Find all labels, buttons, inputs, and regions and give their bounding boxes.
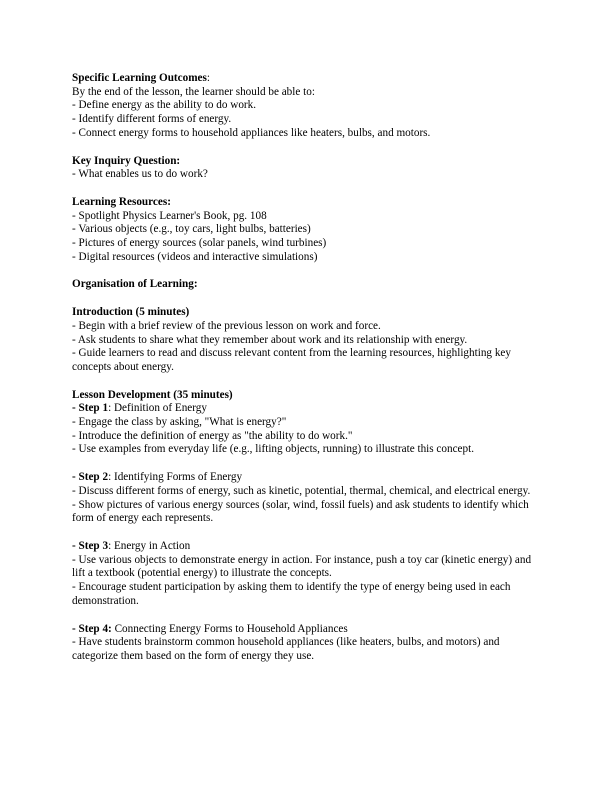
- step-title-line: [72, 540, 542, 554]
- step-title: : Definition of Energy: [108, 402, 207, 415]
- outcomes-heading: Specific Learning Outcomes: [72, 72, 207, 84]
- outcomes-intro: By the end of the lesson, the learner should be able to:: [72, 85, 315, 98]
- organisation-heading: Organisation of Learning:: [72, 278, 198, 291]
- resources-section: [72, 196, 542, 265]
- outcome-item: - Define energy as the ability to do work.: [72, 99, 257, 112]
- outcome-item: - Connect energy forms to household appliances like heaters, bulbs, and motors.: [72, 126, 431, 139]
- outcomes-heading-colon: :: [206, 72, 210, 84]
- step-item: - Use various objects to demonstrate energy in action. For instance, push a toy car (kinetic energy) and lift a textbook (potential energy) to illustrate the concepts.: [72, 553, 532, 580]
- step-item: - Introduce the definition of energy as "the ability to do work.": [72, 429, 353, 442]
- introduction-heading: Introduction (5 minutes): [72, 306, 190, 319]
- resource-item: - Spotlight Physics Learner's Book, pg. 108: [72, 209, 267, 222]
- development-step-3: [72, 540, 542, 609]
- organisation-section: [72, 278, 542, 292]
- document-body: [72, 72, 542, 678]
- introduction-item: - Ask students to share what they remember about work and its relationship with energy.: [72, 333, 468, 346]
- resources-heading: Learning Resources:: [72, 195, 171, 208]
- step-item: - Have students brainstorm common household appliances (like heaters, bulbs, and motors) and categorize them based on the form of energy they use.: [72, 636, 500, 662]
- step-item: - Use examples from everyday life (e.g., lifting objects, running) to illustrate this concept.: [72, 443, 475, 456]
- step-title: Connecting Energy Forms to Household Appliances: [111, 622, 348, 635]
- step-title-line: [72, 623, 542, 637]
- step-item: - Discuss different forms of energy, such as kinetic, potential, thermal, chemical, and electrical energy.: [72, 484, 531, 497]
- development-heading: Lesson Development (35 minutes): [72, 388, 233, 401]
- resource-item: - Digital resources (videos and interactive simulations): [72, 250, 318, 263]
- outcome-item: - Identify different forms of energy.: [72, 113, 232, 126]
- inquiry-heading: Key Inquiry Question:: [72, 154, 181, 167]
- step-label: - Step 4:: [72, 622, 112, 635]
- step-item: - Engage the class by asking, "What is energy?": [72, 416, 287, 429]
- resource-item: - Various objects (e.g., toy cars, light bulbs, batteries): [72, 223, 311, 236]
- inquiry-section: [72, 155, 542, 182]
- step-title: : Identifying Forms of Energy: [108, 471, 243, 484]
- outcomes-section: [72, 72, 542, 141]
- step-title: : Energy in Action: [108, 539, 191, 552]
- step-label: - Step 1: [72, 402, 109, 415]
- outcomes-heading-line: [72, 72, 542, 86]
- step-title-line: [72, 471, 542, 485]
- development-step-1: [72, 389, 542, 458]
- step-item: - Encourage student participation by asking them to identify the type of energy being used in each demonstration.: [72, 581, 511, 607]
- step-label: - Step 2: [72, 471, 109, 484]
- introduction-item: - Guide learners to read and discuss relevant content from the learning resources, highlighting key concepts about energy.: [72, 347, 511, 373]
- introduction-item: - Begin with a brief review of the previous lesson on work and force.: [72, 319, 381, 332]
- step-item: - Show pictures of various energy sources (solar, wind, fossil fuels) and ask students to identify which form of energy each represents.: [72, 498, 529, 525]
- inquiry-item: - What enables us to do work?: [72, 168, 208, 181]
- step-label: - Step 3: [72, 539, 109, 552]
- introduction-section: [72, 306, 542, 375]
- resource-item: - Pictures of energy sources (solar panels, wind turbines): [72, 237, 327, 250]
- step-title-line: [72, 402, 542, 416]
- development-step-4: [72, 623, 542, 664]
- development-step-2: [72, 471, 542, 526]
